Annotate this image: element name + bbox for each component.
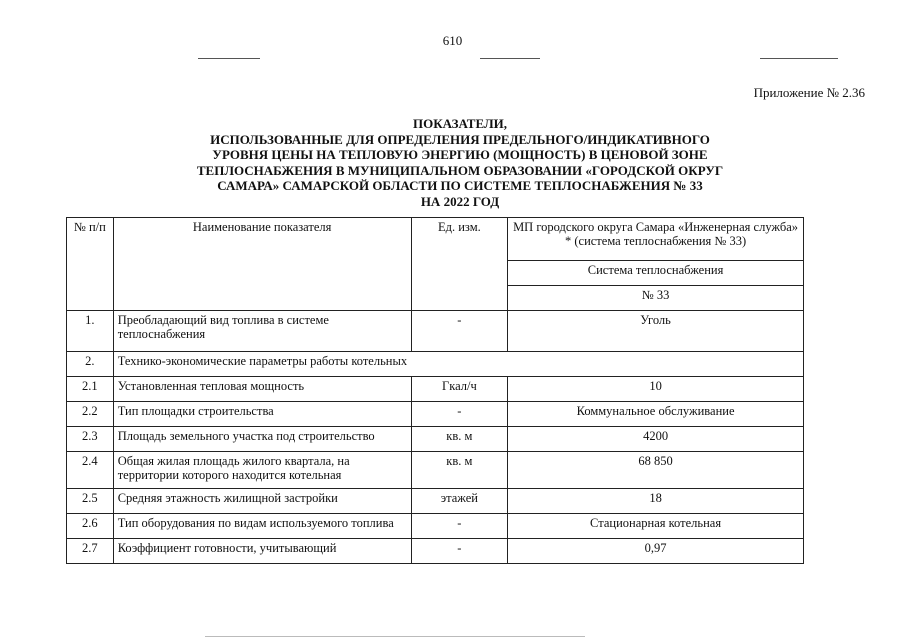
row-unit: Гкал/ч bbox=[411, 377, 508, 402]
table-row bbox=[67, 402, 804, 427]
row-no: 2.5 bbox=[67, 489, 114, 514]
table-row bbox=[67, 352, 804, 377]
row-value: Стационарная котельная bbox=[508, 514, 804, 539]
page-number: 610 bbox=[442, 33, 463, 48]
row-unit: - bbox=[411, 514, 508, 539]
row-name: Тип оборудования по видам используемого топлива bbox=[113, 514, 411, 539]
row-name: Тип площадки строительства bbox=[113, 402, 411, 427]
row-name: Коэффициент готовности, учитывающий bbox=[113, 539, 411, 564]
row-unit: - bbox=[411, 402, 508, 427]
row-value: 4200 bbox=[508, 427, 804, 452]
row-no: 2.3 bbox=[67, 427, 114, 452]
row-value: 18 bbox=[508, 489, 804, 514]
row-name: Площадь земельного участка под строительство bbox=[113, 427, 411, 452]
row-no: 2.1 bbox=[67, 377, 114, 402]
scan-artifact bbox=[198, 58, 260, 59]
row-no: 2.7 bbox=[67, 539, 114, 564]
scan-artifact bbox=[205, 636, 585, 637]
row-no: 2.6 bbox=[67, 514, 114, 539]
row-no: 2.2 bbox=[67, 402, 114, 427]
row-name: Общая жилая площадь жилого квартала, на территории которого находится котельная bbox=[113, 452, 411, 489]
row-no: 2.4 bbox=[67, 452, 114, 489]
title-line: НА 2022 ГОД bbox=[420, 193, 500, 209]
row-value: 0,97 bbox=[508, 539, 804, 564]
title-line: ИСПОЛЬЗОВАННЫЕ ДЛЯ ОПРЕДЕЛЕНИЯ ПРЕДЕЛЬНОГО/ИНДИКАТИВНОГО bbox=[210, 131, 710, 147]
table-row bbox=[67, 427, 804, 452]
title-line: САМАРА» САМАРСКОЙ ОБЛАСТИ ПО СИСТЕМЕ ТЕПЛОСНАБЖЕНИЯ № 33 bbox=[217, 178, 703, 193]
indicators-table bbox=[66, 217, 804, 564]
header-no: № п/п bbox=[67, 218, 114, 311]
table-row bbox=[67, 377, 804, 402]
title-line: УРОВНЯ ЦЕНЫ НА ТЕПЛОВУЮ ЭНЕРГИЮ (МОЩНОСТЬ) В ЦЕНОВОЙ ЗОНЕ bbox=[212, 147, 708, 162]
table-row bbox=[67, 539, 804, 564]
title-line: ТЕПЛОСНАБЖЕНИЯ В МУНИЦИПАЛЬНОМ ОБРАЗОВАНИИ «ГОРОДСКОЙ ОКРУГ bbox=[196, 162, 724, 178]
table-row bbox=[67, 452, 804, 489]
row-unit: - bbox=[411, 311, 508, 352]
table-header-row bbox=[67, 218, 804, 261]
scan-artifact bbox=[480, 58, 540, 59]
title-line: ПОКАЗАТЕЛИ, bbox=[412, 116, 508, 131]
header-name: Наименование показателя bbox=[113, 218, 411, 311]
row-unit: кв. м bbox=[411, 452, 508, 489]
row-no: 1. bbox=[67, 311, 114, 352]
row-name: Средняя этажность жилищной застройки bbox=[113, 489, 411, 514]
header-sub-number: № 33 bbox=[508, 286, 804, 311]
row-unit: кв. м bbox=[411, 427, 508, 452]
header-sub-system: Система теплоснабжения bbox=[508, 261, 804, 286]
table-row bbox=[67, 311, 804, 352]
document-title bbox=[140, 116, 780, 209]
row-value: 68 850 bbox=[508, 452, 804, 489]
row-name: Установленная тепловая мощность bbox=[113, 377, 411, 402]
row-value: Коммунальное обслуживание bbox=[508, 402, 804, 427]
row-value: Уголь bbox=[508, 311, 804, 352]
row-unit: - bbox=[411, 539, 508, 564]
appendix-label: Приложение № 2.36 bbox=[753, 85, 865, 100]
table-row bbox=[67, 489, 804, 514]
table-row bbox=[67, 514, 804, 539]
row-section-name: Технико-экономические параметры работы котельных bbox=[113, 352, 803, 377]
row-unit: этажей bbox=[411, 489, 508, 514]
header-unit: Ед. изм. bbox=[411, 218, 508, 311]
header-value: МП городского округа Самара «Инженерная служба» * (система теплоснабжения № 33) bbox=[508, 218, 804, 261]
row-value: 10 bbox=[508, 377, 804, 402]
row-name: Преобладающий вид топлива в системе теплоснабжения bbox=[113, 311, 411, 352]
scan-artifact bbox=[760, 58, 838, 59]
row-no: 2. bbox=[67, 352, 114, 377]
